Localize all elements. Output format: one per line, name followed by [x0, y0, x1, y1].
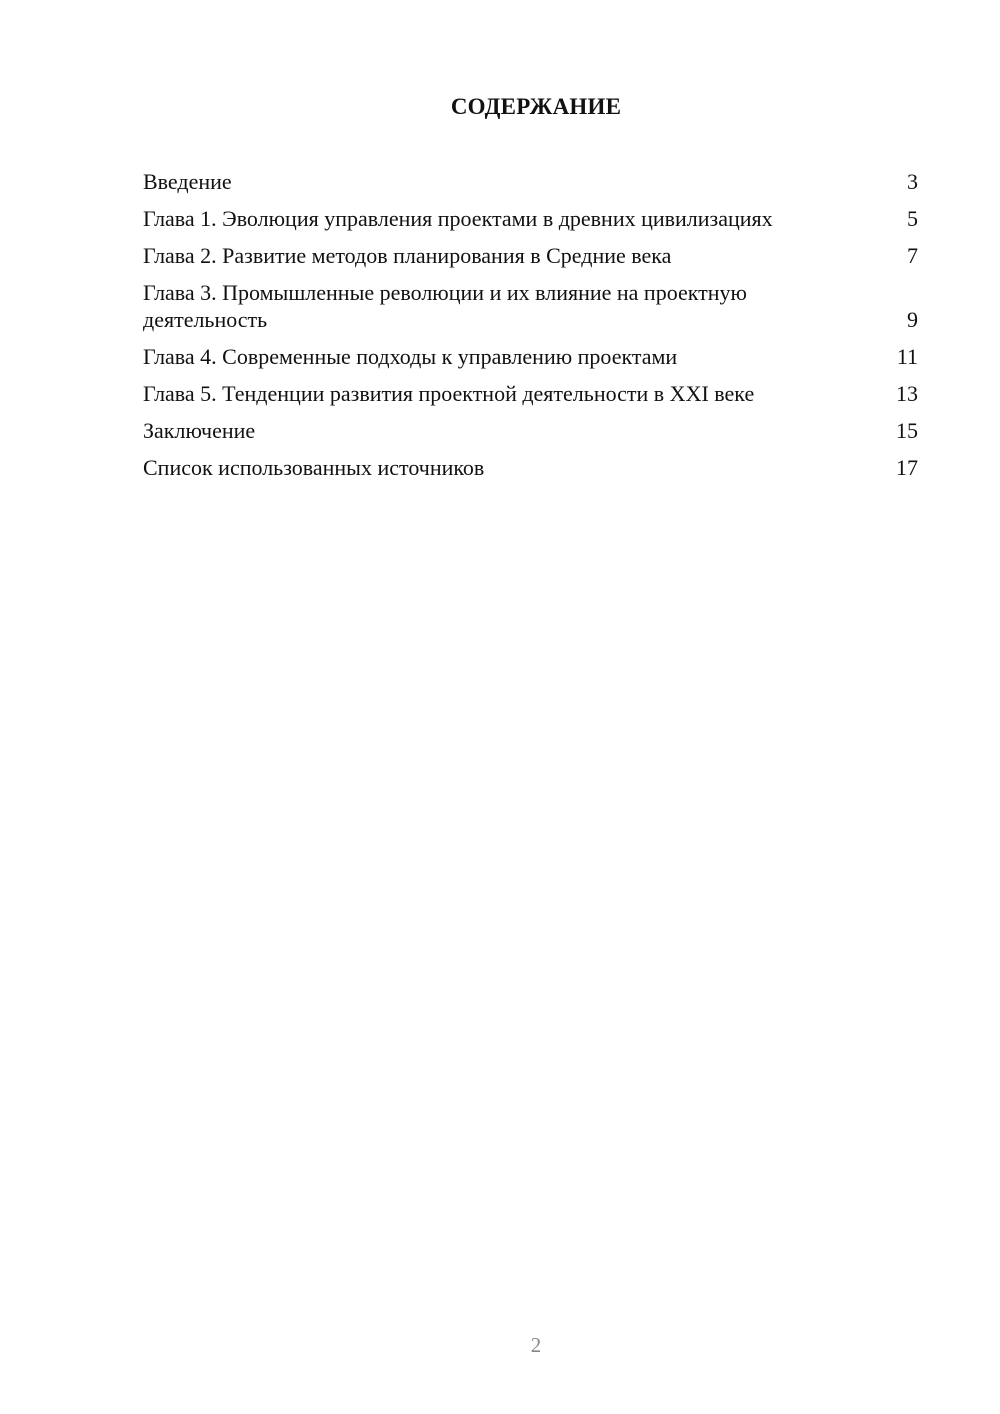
- toc-entry-conclusion: [143, 417, 918, 444]
- toc-entry-page-number: 13: [896, 381, 918, 406]
- toc-entry-page-number: 7: [907, 243, 918, 268]
- toc-entry-introduction: [143, 168, 918, 195]
- toc-entry-label: Список использованных источников: [143, 455, 485, 480]
- toc-title: СОДЕРЖАНИЕ: [450, 94, 622, 119]
- toc-entry-chapter-4: [143, 343, 918, 370]
- toc-entry-page-number: 3: [907, 169, 918, 194]
- toc-entry-page-number: 15: [896, 418, 918, 443]
- toc-entry-page-number: 5: [907, 206, 918, 231]
- toc-entry-label: Глава 2. Развитие методов планирования в Средние века: [143, 243, 672, 268]
- toc-entry-label: Глава 5. Тенденции развития проектной деятельности в XXI веке: [143, 381, 755, 406]
- toc-entry-label: Глава 1. Эволюция управления проектами в древних цивилизациях: [143, 206, 773, 231]
- toc-entry-chapter-5: [143, 380, 918, 407]
- toc-entry-references: [143, 454, 918, 481]
- toc-entry-label: Введение: [143, 169, 232, 194]
- toc-entry-label: Заключение: [143, 418, 256, 443]
- toc-entry-label: Глава 4. Современные подходы к управлению проектами: [143, 344, 678, 369]
- page-number: 2: [530, 1333, 542, 1357]
- toc-entry-page-number: 11: [896, 344, 918, 369]
- toc-entry-label: Глава 3. Промышленные революции и их влияние на проектную деятельность: [143, 280, 747, 332]
- toc-entry-page-number: 17: [896, 455, 918, 480]
- toc-entry-page-number: 9: [907, 307, 918, 332]
- table-of-contents: [143, 168, 918, 491]
- toc-entry-chapter-3: [143, 279, 918, 333]
- toc-entry-chapter-2: [143, 242, 918, 269]
- toc-entry-chapter-1: [143, 205, 918, 232]
